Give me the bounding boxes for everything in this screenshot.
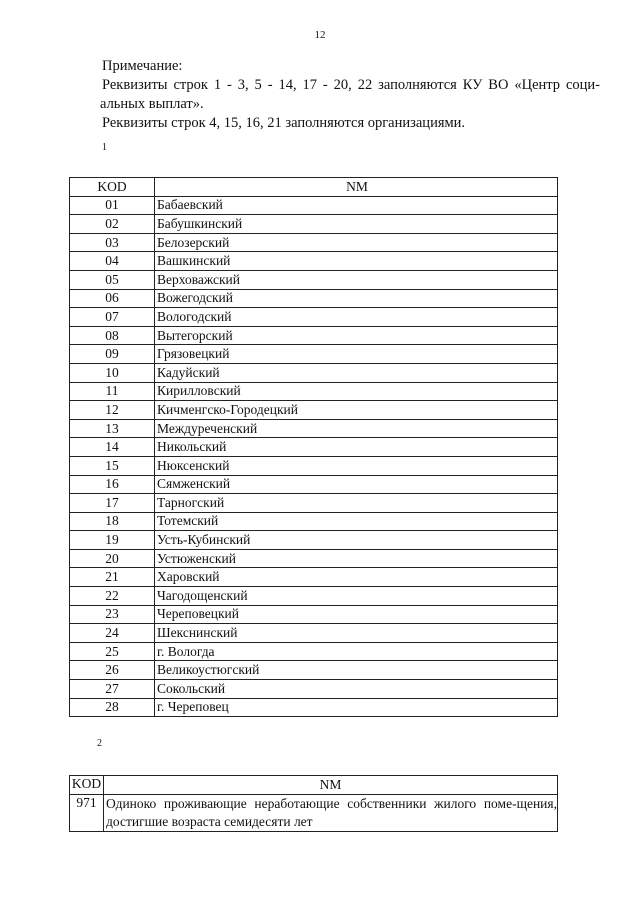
kod-cell: 25 [70, 642, 155, 661]
nm-cell: Белозерский [155, 233, 558, 252]
nm-cell: г. Вологда [155, 642, 558, 661]
table-row [70, 345, 558, 364]
table-row [70, 661, 558, 680]
page-number: 12 [314, 29, 326, 41]
kod-cell: 20 [70, 549, 155, 568]
nm-cell: Бабаевский [155, 196, 558, 215]
nm-cell: Великоустюгский [155, 661, 558, 680]
kod-header: KOD [70, 178, 155, 197]
nm-cell: Тарногский [155, 494, 558, 513]
nm-header: NM [155, 178, 558, 197]
note-line-2: альных выплат». [100, 96, 204, 112]
table-row [70, 568, 558, 587]
nm-cell: Череповецкий [155, 605, 558, 624]
kod-cell: 24 [70, 624, 155, 643]
table-row [70, 308, 558, 327]
nm-cell: Сокольский [155, 680, 558, 699]
kod-header: KOD [70, 776, 104, 795]
nm-cell: Усть-Кубинский [155, 531, 558, 550]
nm-cell: Тотемский [155, 512, 558, 531]
nm-cell: Вожегодский [155, 289, 558, 308]
table-row [70, 289, 558, 308]
table-row [70, 698, 558, 717]
kod-cell: 22 [70, 587, 155, 606]
table-row [70, 475, 558, 494]
table-row [70, 531, 558, 550]
table-row [70, 326, 558, 345]
nm-cell: Никольский [155, 438, 558, 457]
kod-cell: 03 [70, 233, 155, 252]
footnote-marker-2: 2 [97, 738, 102, 749]
nm-cell: Междуреченский [155, 419, 558, 438]
kod-cell: 12 [70, 401, 155, 420]
kod-cell: 16 [70, 475, 155, 494]
table-row [70, 512, 558, 531]
note-block [102, 57, 600, 133]
nm-cell: Сямженский [155, 475, 558, 494]
table-row [70, 196, 558, 215]
table-row [70, 795, 558, 832]
nm-cell: Нюксенский [155, 456, 558, 475]
nm-cell: Вытегорский [155, 326, 558, 345]
kod-cell: 02 [70, 215, 155, 234]
kod-cell: 10 [70, 363, 155, 382]
nm-cell: Шекснинский [155, 624, 558, 643]
kod-cell: 01 [70, 196, 155, 215]
table-row [70, 680, 558, 699]
nm-cell: Вашкинский [155, 252, 558, 271]
kod-cell: 26 [70, 661, 155, 680]
nm-cell: Вологодский [155, 308, 558, 327]
district-codes-table [69, 177, 558, 717]
table-row [70, 494, 558, 513]
table-row [70, 549, 558, 568]
kod-cell: 21 [70, 568, 155, 587]
kod-cell: 27 [70, 680, 155, 699]
nm-cell: Устюженский [155, 549, 558, 568]
note-title: Примечание: [102, 58, 183, 74]
table-row [70, 456, 558, 475]
kod-cell: 23 [70, 605, 155, 624]
table-row [70, 215, 558, 234]
nm-cell: Верховажский [155, 270, 558, 289]
nm-cell: Кичменгско-Городецкий [155, 401, 558, 420]
table-row [70, 270, 558, 289]
kod-cell: 17 [70, 494, 155, 513]
table-row [70, 401, 558, 420]
kod-cell: 08 [70, 326, 155, 345]
nm-cell: Чагодощенский [155, 587, 558, 606]
table-header-row [70, 776, 558, 795]
kod-cell: 04 [70, 252, 155, 271]
kod-cell: 07 [70, 308, 155, 327]
table-row [70, 642, 558, 661]
table-row [70, 624, 558, 643]
nm-cell: Кадуйский [155, 363, 558, 382]
kod-cell: 06 [70, 289, 155, 308]
kod-cell: 971 [70, 795, 104, 832]
kod-cell: 28 [70, 698, 155, 717]
kod-cell: 11 [70, 382, 155, 401]
note-line-3: Реквизиты строк 4, 15, 16, 21 заполняются организациями. [102, 115, 466, 131]
nm-cell: Кирилловский [155, 382, 558, 401]
table-row [70, 252, 558, 271]
kod-cell: 09 [70, 345, 155, 364]
kod-cell: 13 [70, 419, 155, 438]
note-line-1: Реквизиты строк 1 - 3, 5 - 14, 17 - 20, 22 заполняются КУ ВО «Центр соци- [102, 77, 600, 93]
kod-cell: 14 [70, 438, 155, 457]
category-codes-table [69, 775, 558, 832]
table-header-row [70, 178, 558, 197]
table-row [70, 587, 558, 606]
nm-cell: Бабушкинский [155, 215, 558, 234]
kod-cell: 15 [70, 456, 155, 475]
nm-header: NM [104, 776, 558, 795]
nm-cell: Харовский [155, 568, 558, 587]
table-row [70, 438, 558, 457]
nm-cell: Одиноко проживающие неработающие собственники жилого поме-щения, достигшие возраста семидесяти лет [104, 795, 558, 832]
kod-cell: 18 [70, 512, 155, 531]
nm-cell: Грязовецкий [155, 345, 558, 364]
footnote-marker-1: 1 [102, 142, 107, 153]
kod-cell: 05 [70, 270, 155, 289]
table-row [70, 419, 558, 438]
table-row [70, 605, 558, 624]
table-row [70, 233, 558, 252]
table-row [70, 382, 558, 401]
kod-cell: 19 [70, 531, 155, 550]
nm-cell: г. Череповец [155, 698, 558, 717]
table-row [70, 363, 558, 382]
